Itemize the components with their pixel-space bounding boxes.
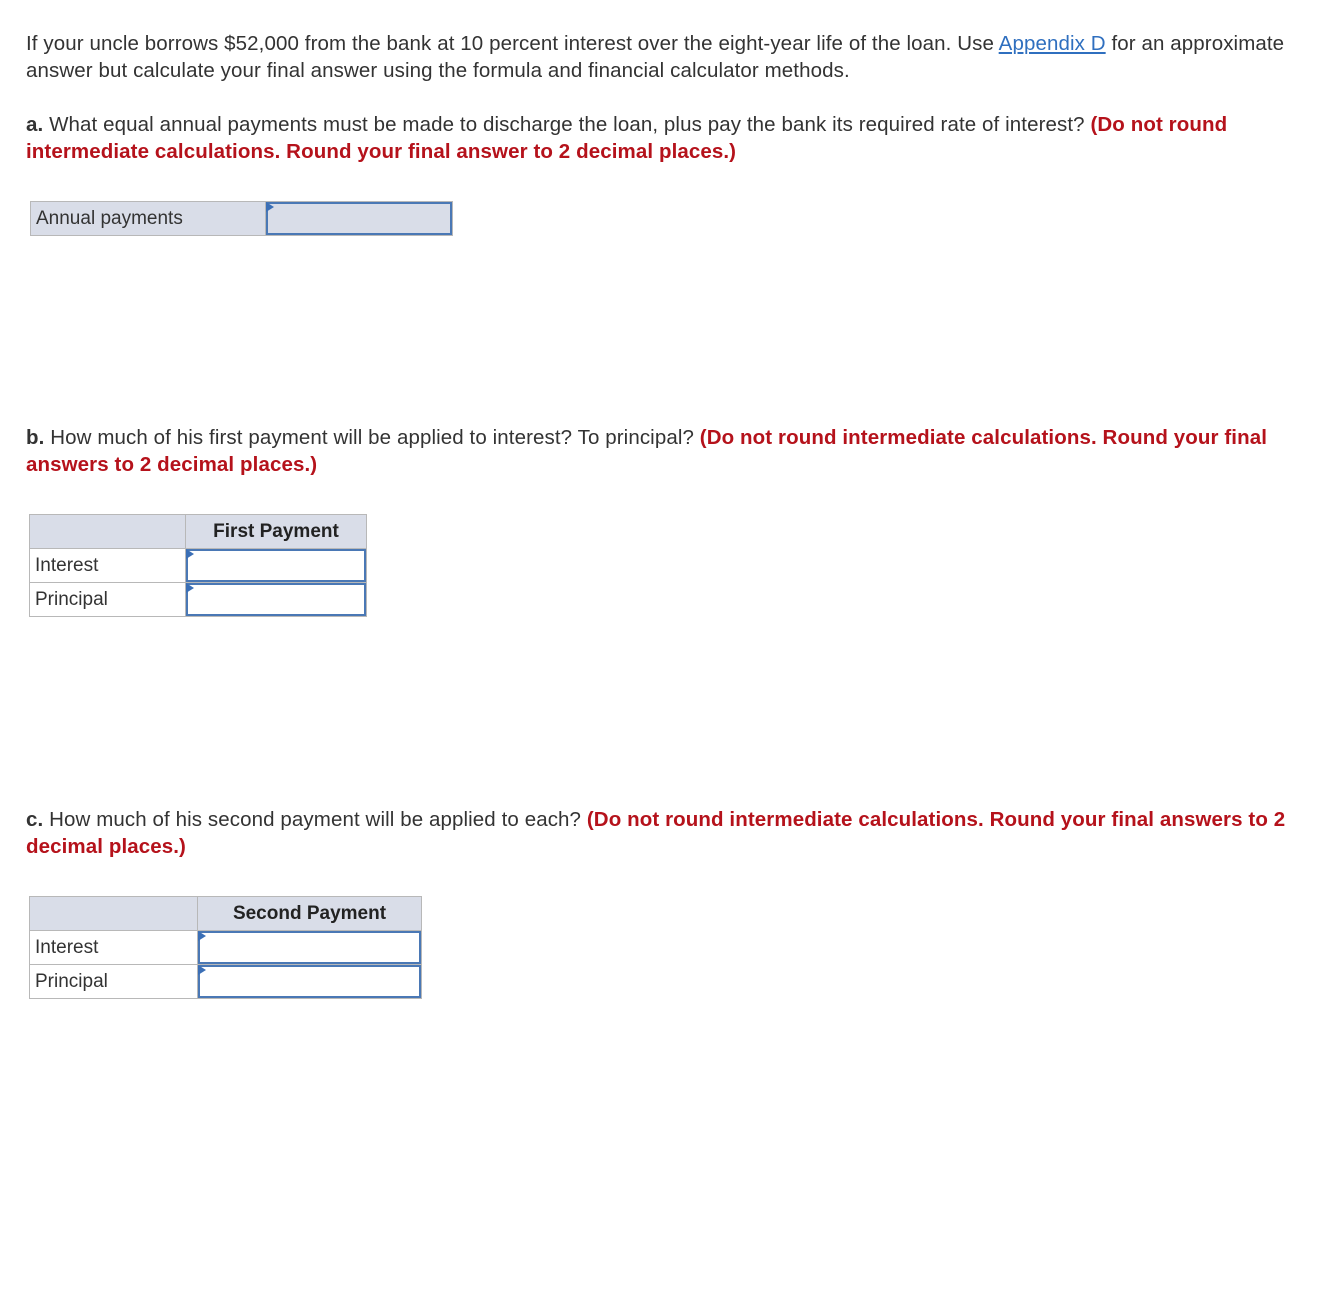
input-marker-icon	[266, 202, 274, 212]
second-interest-cell	[198, 931, 422, 965]
second-principal-label: Principal	[30, 965, 198, 999]
annual-payments-label: Annual payments	[31, 202, 266, 236]
question-a-lead: a.	[26, 113, 44, 136]
table-row	[30, 965, 422, 999]
question-a-instruction: (Do not round intermediate calculations. Round your final answer to 2 decimal places.)	[26, 113, 1228, 163]
question-a	[26, 111, 1316, 165]
first-interest-input[interactable]	[186, 549, 366, 582]
annual-payments-table	[30, 201, 453, 236]
question-b-lead: b.	[26, 426, 45, 449]
first-interest-cell	[186, 549, 367, 583]
second-payment-table	[29, 896, 422, 999]
question-b-text: How much of his first payment will be applied to interest? To principal?	[44, 426, 700, 449]
input-marker-icon	[198, 965, 206, 975]
question-b-instruction: (Do not round intermediate calculations. Round your final answers to 2 decimal places.)	[26, 426, 1267, 476]
annual-payments-input[interactable]	[266, 202, 452, 235]
second-payment-header-row	[30, 897, 422, 931]
problem-intro	[26, 30, 1316, 84]
first-principal-label: Principal	[30, 583, 186, 617]
first-principal-cell	[186, 583, 367, 617]
annual-payments-cell	[266, 202, 453, 236]
second-interest-input[interactable]	[198, 931, 421, 964]
table-row	[30, 549, 367, 583]
question-c-lead: c.	[26, 808, 44, 831]
table-row	[30, 583, 367, 617]
second-interest-label: Interest	[30, 931, 198, 965]
question-c-text: How much of his second payment will be applied to each?	[43, 808, 587, 831]
question-c	[26, 806, 1316, 860]
first-payment-header-row	[30, 515, 367, 549]
first-principal-input[interactable]	[186, 583, 366, 616]
first-payment-corner-cell	[30, 515, 186, 549]
second-payment-column-header: Second Payment	[198, 897, 422, 931]
question-a-text: What equal annual payments must be made to discharge the loan, plus pay the bank its required rate of interest?	[43, 113, 1091, 136]
question-c-instruction: (Do not round intermediate calculations. Round your final answers to 2 decimal places.)	[26, 808, 1286, 858]
intro-text-after-link: for an approximate answer but calculate your final answer using the formula and financial calculator methods.	[26, 32, 1285, 82]
input-marker-icon	[186, 549, 194, 559]
first-payment-column-header: First Payment	[186, 515, 367, 549]
appendix-d-link[interactable]: Appendix D	[998, 32, 1106, 55]
first-payment-table	[29, 514, 367, 617]
input-marker-icon	[198, 931, 206, 941]
annual-payments-row	[31, 202, 453, 236]
first-interest-label: Interest	[30, 549, 186, 583]
second-principal-input[interactable]	[198, 965, 421, 998]
second-payment-corner-cell	[30, 897, 198, 931]
intro-text-before-link: If your uncle borrows $52,000 from the bank at 10 percent interest over the eight-year life of the loan. Use	[26, 32, 999, 55]
table-row	[30, 931, 422, 965]
question-b	[26, 424, 1316, 478]
second-principal-cell	[198, 965, 422, 999]
input-marker-icon	[186, 583, 194, 593]
